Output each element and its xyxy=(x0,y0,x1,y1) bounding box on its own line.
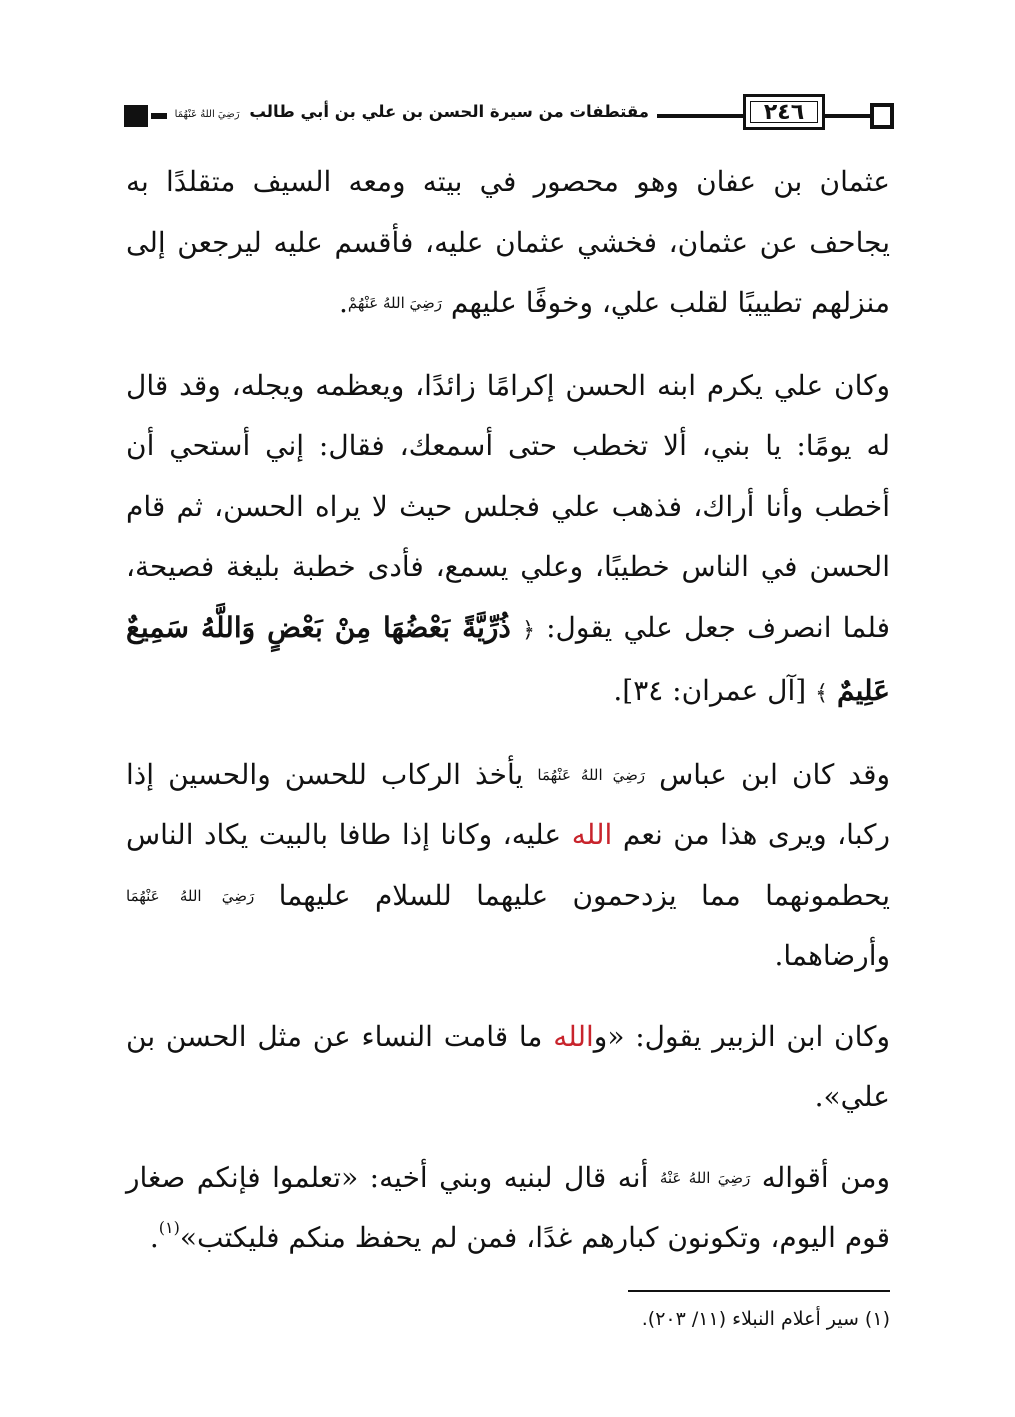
book-title: مقتطفات من سيرة الحسن بن علي بن أبي طالب xyxy=(249,102,649,121)
quran-reference: [آل عمران: ٣٤]. xyxy=(613,674,807,707)
page-number-box xyxy=(743,94,825,130)
paragraph-text: وأرضاهما. xyxy=(774,939,890,972)
footnote-divider xyxy=(628,1290,890,1292)
paragraph-text: وكان علي يكرم ابنه الحسن إكرامًا زائدًا، ويعظمه ويجله، وقد قال له يومًا: يا بني، ألا تخطب حتى أسمعك، فقال: إني أستحي أن أخطب وأنا أراك، فذهب علي فجلس حيث لا يراه الحسن، ثم قام الحسن في الناس خطيبًا، وعلي يسمع، فأدى خطبة بليغة فصيحة، فلما انصرف جعل علي يقول: xyxy=(126,368,891,644)
paragraph-text: وقد كان ابن عباس xyxy=(659,757,891,791)
page-number: ٢٤٦ xyxy=(763,99,805,125)
header-title xyxy=(167,96,657,131)
paragraph-4 xyxy=(126,1007,890,1128)
header-ornament-left-square xyxy=(124,105,148,127)
quran-bracket-open: ﴿ xyxy=(522,617,535,643)
paragraph-text: ومن أقواله xyxy=(761,1160,890,1194)
header-ornament-right-square xyxy=(870,103,894,129)
running-header xyxy=(120,92,895,140)
quran-bracket-close: ﴾ xyxy=(815,681,829,706)
paragraph-text: عثمان بن عفان وهو محصور في بيته ومعه السيف متقلدًا به يجاحف عن عثمان، فخشي عثمان عليه، فأقسم عليه ليرجعن إلى منزلهم تطييبًا لقلب علي، وخوفًا عليهم xyxy=(126,165,890,319)
paragraph-text: عليه، وكانا إذا طافا بالبيت يكاد الناس يحطمونهما مما يزدحمون عليهما للسلام عليهما xyxy=(126,818,890,912)
honorific-glyph: رَضِيَ اللهُ عَنْهُمَا xyxy=(537,765,646,784)
paragraph-text: وكان ابن الزبير يقول: «و xyxy=(593,1019,890,1053)
honorific-glyph: رَضِيَ اللهُ عَنْهُ xyxy=(659,1168,751,1187)
honorific-glyph: رَضِيَ اللهُ عَنْهُمَا xyxy=(174,109,240,120)
paragraph-2 xyxy=(126,356,890,725)
body-text xyxy=(126,152,890,1289)
header-rule-right xyxy=(825,114,870,118)
honorific-glyph: رَضِيَ اللهُ عَنْهُمَا xyxy=(126,886,255,905)
footnote: (١) سير أعلام النبلاء (١١/ ٢٠٣). xyxy=(641,1308,890,1330)
paragraph-1 xyxy=(126,152,890,334)
quran-verse: ذُرِّيَّةً بَعْضُهَا مِنْ بَعْضٍ وَاللَّهُ سَمِيعٌ عَلِيمٌ xyxy=(126,610,890,707)
honorific-glyph: رَضِيَ اللهُ عَنْهُمْ xyxy=(347,294,442,312)
divine-name: الله xyxy=(553,1019,594,1053)
footnote-marker[interactable]: (١) xyxy=(158,1218,180,1237)
paragraph-text: ما قامت النساء عن مثل الحسن بن علي». xyxy=(126,1019,890,1113)
paragraph-3 xyxy=(126,745,890,987)
divine-name: الله xyxy=(571,818,613,851)
paragraph-end: . xyxy=(149,1221,159,1254)
paragraph-end: . xyxy=(338,286,348,319)
paragraph-text: يأخذ الركاب للحسن والحسين إذا ركبا، ويرى هذا من نعم xyxy=(126,757,891,851)
paragraph-5 xyxy=(126,1148,890,1269)
paragraph-text: أنه قال لبنيه وبني أخيه: «تعلموا فإنكم صغار قوم اليوم، وتكونون كبارهم غدًا، فمن لم يحفظ منكم فليكتب» xyxy=(126,1160,890,1254)
